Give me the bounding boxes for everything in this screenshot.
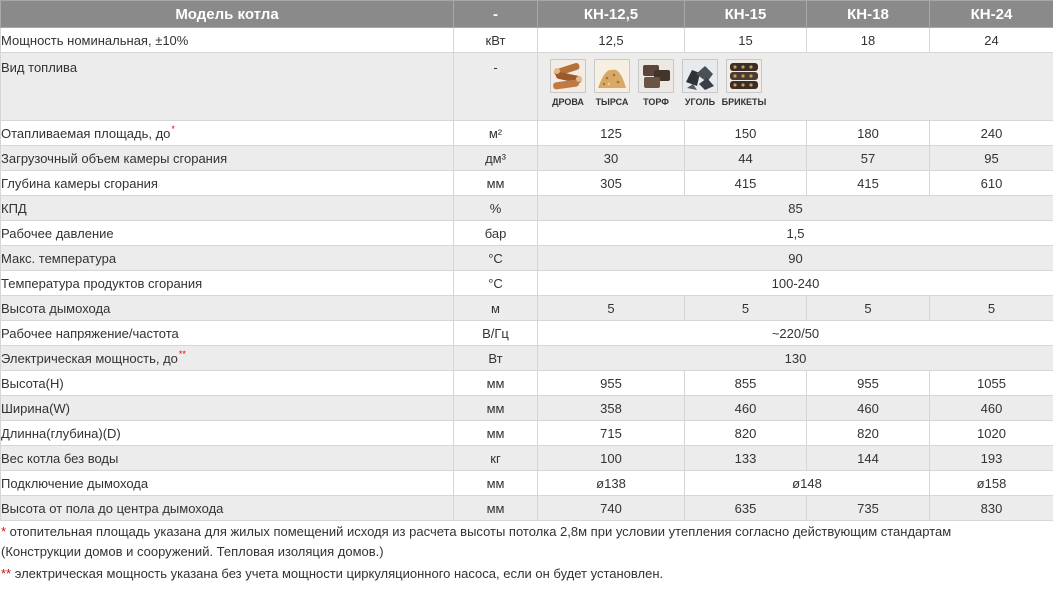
cell-value: 130 [538, 346, 1053, 371]
row-depth [1, 171, 1053, 196]
cell-value: 460 [685, 396, 807, 421]
cell-value: 144 [807, 446, 930, 471]
cell-value: 5 [807, 296, 930, 321]
row-unit: мм [454, 171, 538, 196]
row-chimney-height [1, 296, 1053, 321]
cell-value: 415 [685, 171, 807, 196]
row-label: Высота от пола до центра дымохода [1, 496, 454, 521]
row-unit: °C [454, 246, 538, 271]
row-efficiency [1, 196, 1053, 221]
sawdust-icon [594, 59, 630, 93]
cell-value: 820 [685, 421, 807, 446]
row-flue-temp [1, 271, 1053, 296]
row-electric-power [1, 346, 1053, 371]
cell-value: 180 [807, 121, 930, 146]
fuel-label: БРИКЕТЫ [721, 97, 767, 107]
row-unit: % [454, 196, 538, 221]
row-max-temp [1, 246, 1053, 271]
cell-value: 193 [930, 446, 1053, 471]
cell-value: 740 [538, 496, 685, 521]
row-label-cell [1, 346, 454, 371]
row-chimney-connection [1, 471, 1053, 496]
briquettes-icon [726, 59, 762, 93]
row-label: Глубина камеры сгорания [1, 171, 454, 196]
row-area [1, 121, 1053, 146]
cell-value: 460 [930, 396, 1053, 421]
footnote-mark: ** [178, 348, 186, 359]
header-row [1, 1, 1053, 28]
row-label: Рабочее давление [1, 221, 454, 246]
row-unit: дм³ [454, 146, 538, 171]
cell-value: 820 [807, 421, 930, 446]
row-unit: бар [454, 221, 538, 246]
row-label: Вес котла без воды [1, 446, 454, 471]
cell-value: 855 [685, 371, 807, 396]
row-unit: мм [454, 371, 538, 396]
footnotes [0, 522, 1053, 584]
row-label: Температура продуктов сгорания [1, 271, 454, 296]
row-volume [1, 146, 1053, 171]
fuel-coal [680, 59, 720, 107]
cell-value: 735 [807, 496, 930, 521]
cell-value: 305 [538, 171, 685, 196]
cell-value: 5 [930, 296, 1053, 321]
cell-value: 240 [930, 121, 1053, 146]
cell-value: 85 [538, 196, 1053, 221]
footnote-mark: * [171, 123, 175, 134]
row-unit: - [454, 53, 538, 121]
row-weight [1, 446, 1053, 471]
footnote-text: отопительная площадь указана для жилых помещений исходя из расчета высоты потолка 2,8м при условии утепления согласно действующим стандартам [6, 524, 952, 539]
row-label: Электрическая мощность, до [1, 350, 178, 366]
cell-value: 100 [538, 446, 685, 471]
cell-value: 150 [685, 121, 807, 146]
cell-value: 57 [807, 146, 930, 171]
row-unit: м² [454, 121, 538, 146]
cell-value: ø138 [538, 471, 685, 496]
cell-value: 133 [685, 446, 807, 471]
cell-value: 12,5 [538, 28, 685, 53]
cell-value: 5 [538, 296, 685, 321]
cell-value: 44 [685, 146, 807, 171]
row-length [1, 421, 1053, 446]
peat-icon [638, 59, 674, 93]
cell-value: 830 [930, 496, 1053, 521]
cell-value: 955 [538, 371, 685, 396]
row-label: Загрузочный объем камеры сгорания [1, 146, 454, 171]
row-pressure [1, 221, 1053, 246]
footnote-1 [1, 522, 1053, 542]
fuel-label: ТЫРСА [595, 97, 629, 107]
fuel-briquettes [721, 59, 767, 107]
row-unit: мм [454, 496, 538, 521]
fuel-label: УГОЛЬ [684, 97, 716, 107]
cell-value: 125 [538, 121, 685, 146]
row-fuel [1, 53, 1053, 121]
row-label: Отапливаемая площадь, до [1, 125, 171, 141]
footnote-mark: ** [1, 566, 12, 581]
fuel-sawdust [592, 59, 632, 107]
row-unit: Вт [454, 346, 538, 371]
coal-icon [682, 59, 718, 93]
cell-value: 415 [807, 171, 930, 196]
row-width [1, 396, 1053, 421]
row-label: Мощность номинальная, ±10% [1, 28, 454, 53]
row-label: КПД [1, 196, 454, 221]
row-label: Макс. температура [1, 246, 454, 271]
header-model-1: КН-12,5 [538, 1, 685, 28]
cell-value: 15 [685, 28, 807, 53]
row-label: Длинна(глубина)(D) [1, 421, 454, 446]
row-flue-center-height [1, 496, 1053, 521]
cell-value: 1,5 [538, 221, 1053, 246]
footnote-text: электрическая мощность указана без учета мощности циркуляционного насоса, если он будет установлен. [11, 566, 664, 581]
cell-value: 100-240 [538, 271, 1053, 296]
cell-value: 358 [538, 396, 685, 421]
row-label: Рабочее напряжение/частота [1, 321, 454, 346]
row-label: Ширина(W) [1, 396, 454, 421]
cell-value: 18 [807, 28, 930, 53]
fuel-peat [636, 59, 676, 107]
row-label: Подключение дымохода [1, 471, 454, 496]
header-model-2: КН-15 [685, 1, 807, 28]
cell-value: 5 [685, 296, 807, 321]
row-height [1, 371, 1053, 396]
row-unit: °C [454, 271, 538, 296]
firewood-icon [550, 59, 586, 93]
row-label-cell [1, 121, 454, 146]
header-model: Модель котла [1, 1, 454, 28]
cell-value: 30 [538, 146, 685, 171]
footnote-1-cont: (Конструкции домов и сооружений. Тепловая изоляция домов.) [1, 544, 384, 559]
cell-value: 715 [538, 421, 685, 446]
row-label: Вид топлива [1, 53, 454, 121]
row-voltage [1, 321, 1053, 346]
fuel-types [538, 53, 1053, 121]
fuel-label: ДРОВА [552, 97, 584, 107]
row-unit: мм [454, 471, 538, 496]
footnote-mark: * [1, 524, 7, 539]
cell-value: 24 [930, 28, 1053, 53]
header-model-3: КН-18 [807, 1, 930, 28]
row-unit: мм [454, 421, 538, 446]
cell-value: 90 [538, 246, 1053, 271]
cell-value: ø158 [930, 471, 1053, 496]
cell-value: ~220/50 [538, 321, 1053, 346]
row-unit: кВт [454, 28, 538, 53]
cell-value: 95 [930, 146, 1053, 171]
cell-value: ø148 [685, 471, 930, 496]
cell-value: 610 [930, 171, 1053, 196]
row-label: Высота(H) [1, 371, 454, 396]
row-power [1, 28, 1053, 53]
cell-value: 955 [807, 371, 930, 396]
fuel-label: ТОРФ [643, 97, 669, 107]
cell-value: 1020 [930, 421, 1053, 446]
cell-value: 1055 [930, 371, 1053, 396]
row-unit: кг [454, 446, 538, 471]
row-label: Высота дымохода [1, 296, 454, 321]
row-unit: В/Гц [454, 321, 538, 346]
cell-value: 460 [807, 396, 930, 421]
header-unit: - [454, 1, 538, 28]
footnote-2 [1, 564, 1053, 584]
fuel-firewood [548, 59, 588, 107]
row-unit: мм [454, 396, 538, 421]
cell-value: 635 [685, 496, 807, 521]
header-model-4: КН-24 [930, 1, 1053, 28]
row-unit: м [454, 296, 538, 321]
